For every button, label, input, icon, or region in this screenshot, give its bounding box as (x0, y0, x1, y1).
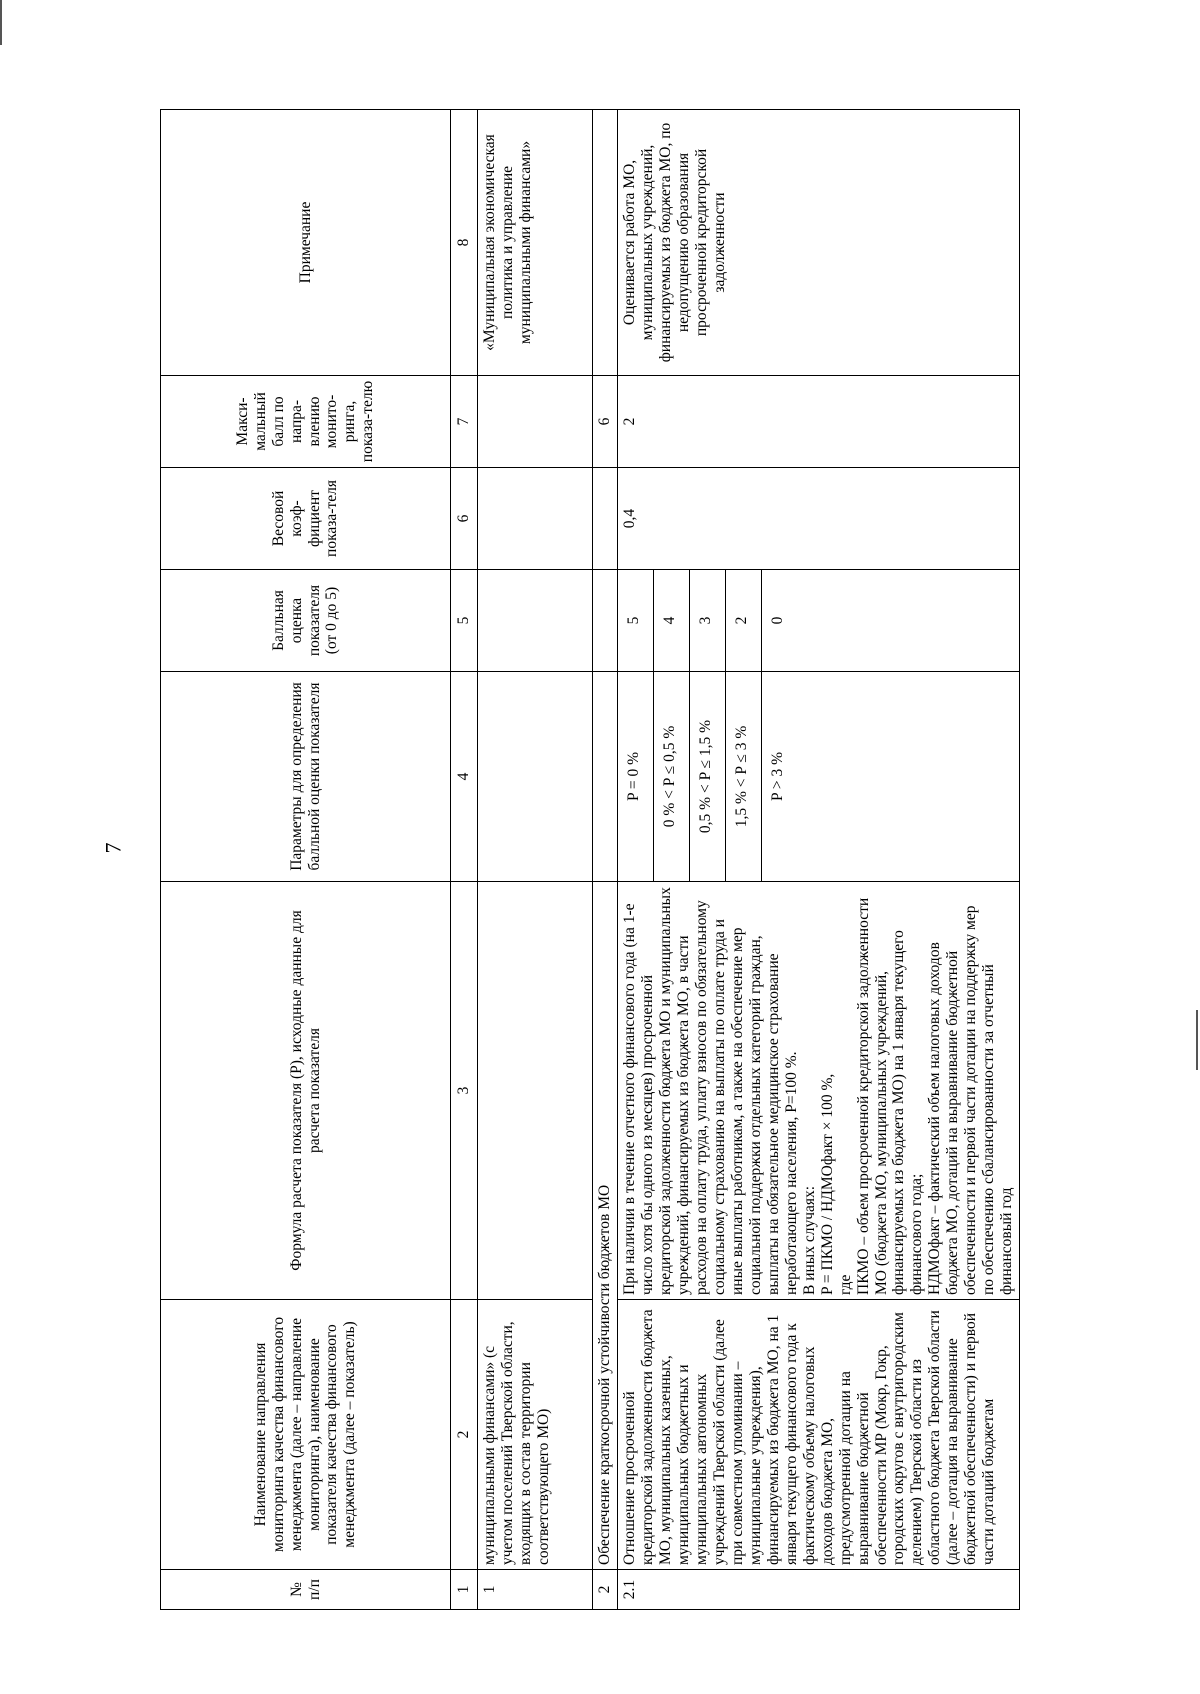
header-max: Макси-мальный балл по напра-влению монито-ринга, показа-телю (161, 376, 451, 468)
row-section-title: Обеспечение краткосрочной устойчивости бюджетов МО (592, 882, 617, 1570)
score-value: 4 (654, 570, 690, 671)
row-number: 1 (477, 1570, 592, 1610)
row-note: Оценивается работа МО, муниципальных учреждений, финансируемых из бюджета МО, по недопущению образования просроченной кредиторской задолженности (617, 110, 1019, 376)
row-weight: 0,4 (617, 468, 1019, 570)
column-number: 6 (451, 468, 478, 570)
formula-text: При наличии в течение отчетного финансового года (на 1-е число хотя бы одного из месяцев) просроченной кредиторской задолженности бюджета МО и муниципальных учреждений, финансируемых из бюджета МО, в части расходов на оплату труда, уплату взносов по обязательному социальному страхованию на выплаты по оплате труда и иные выплаты работникам, а также на обеспечение мер социальной поддержки отдельных категорий граждан, выплаты на обязательное медицинское страхование неработающего населения, P=100 %. (620, 887, 800, 1295)
row-number: 2.1 (617, 1570, 1019, 1610)
param-value: 0,5 % < P ≤ 1,5 % (690, 672, 726, 881)
column-number: 1 (451, 1570, 478, 1610)
column-number: 4 (451, 672, 478, 882)
row-max-score: 2 (617, 376, 1019, 468)
param-value: 0 % < P ≤ 0,5 % (654, 672, 690, 881)
column-number: 2 (451, 1300, 478, 1570)
table-row (617, 110, 1019, 1610)
score-value: 2 (726, 570, 762, 671)
header-num: № п/п (161, 1570, 451, 1610)
formula-text: В иных случаях: (800, 1185, 818, 1295)
rotated-page (160, 110, 1135, 1610)
score-value: 5 (618, 570, 654, 671)
column-number: 5 (451, 570, 478, 672)
header-row (161, 110, 451, 1610)
score-value: 3 (690, 570, 726, 671)
row-formula (617, 882, 1019, 1300)
header-params: Параметры для определения балльной оценки показателя (161, 672, 451, 882)
score-value: 0 (768, 616, 786, 625)
column-number: 7 (451, 376, 478, 468)
header-score: Балльная оценка показателя (от 0 до 5) (161, 570, 451, 672)
row-number: 2 (592, 1570, 617, 1610)
param-value: P > 3 % (768, 751, 786, 802)
param-value: 1,5 % < P ≤ 3 % (726, 672, 762, 881)
column-number-row (451, 110, 478, 1610)
header-name: Наименование направления мониторинга качества финансового менеджмента (далее – направление мониторинга), наименование показателя качества финансового менеджмента (далее – показатель) (161, 1300, 451, 1570)
row-scores (617, 570, 1019, 672)
header-formula: Формула расчета показателя (Р), исходные данные для расчета показателя (161, 882, 451, 1300)
header-note: Примечание (161, 110, 451, 376)
table-row (592, 110, 617, 1610)
column-number: 8 (451, 110, 478, 376)
row-name: Отношение просроченной кредиторской задолженности бюджета МО, муниципальных казенных, муниципальных бюджетных и муниципальных автономных учреждений Тверской области (далее при совместном упоминании – муниципальные учреждения), финансируемых из бюджета МО, на 1 января текущего финансового года к фактическому объему налоговых доходов бюджета МО, предусмотренной дотации на выравнивание бюджетной обеспеченности МР (Мокр, Гокр, городских округов с внутригородским делением) Тверской области из областного бюджета Тверской области (далее – дотация на выравнивание бюджетной обеспеченности) и первой части дотаций бюджетам (617, 1300, 1019, 1570)
formula-text: НДМОфакт – фактический объем налоговых доходов бюджета МО, дотаций на выравнивание бюджетной обеспеченности и первой части дотации на поддержку мер по обеспечению сбалансированности за отчетный финансовый год (926, 905, 1016, 1295)
column-number: 3 (451, 882, 478, 1300)
formula-text: где (836, 1274, 854, 1295)
table-row (477, 110, 592, 1610)
monitoring-table (160, 109, 1020, 1610)
formula-text: P = ПКМО / НДМОфакт × 100 %, (818, 1073, 836, 1295)
header-weight: Весовой коэф-фициент показа-теля (161, 468, 451, 570)
page-number: 7 (100, 842, 126, 854)
row-max-score: 6 (592, 376, 617, 468)
row-note: «Муниципальная экономическая политика и управление муниципальными финансами» (477, 110, 592, 376)
row-name: муниципальными финансами» (с учетом поселений Тверской области, входящих в состав территории соответствующего МО) (477, 1300, 592, 1570)
param-value: P = 0 % (618, 672, 654, 881)
scan-mark-left (0, 0, 2, 45)
row-params (617, 672, 1019, 882)
formula-text: ПКМО – объем просроченной кредиторской задолженности МО (бюджета МО, муниципальных учреждений, финансируемых из бюджета МО) на 1 января текущего финансового года; (854, 897, 926, 1295)
scan-mark-right (1196, 1010, 1198, 1070)
